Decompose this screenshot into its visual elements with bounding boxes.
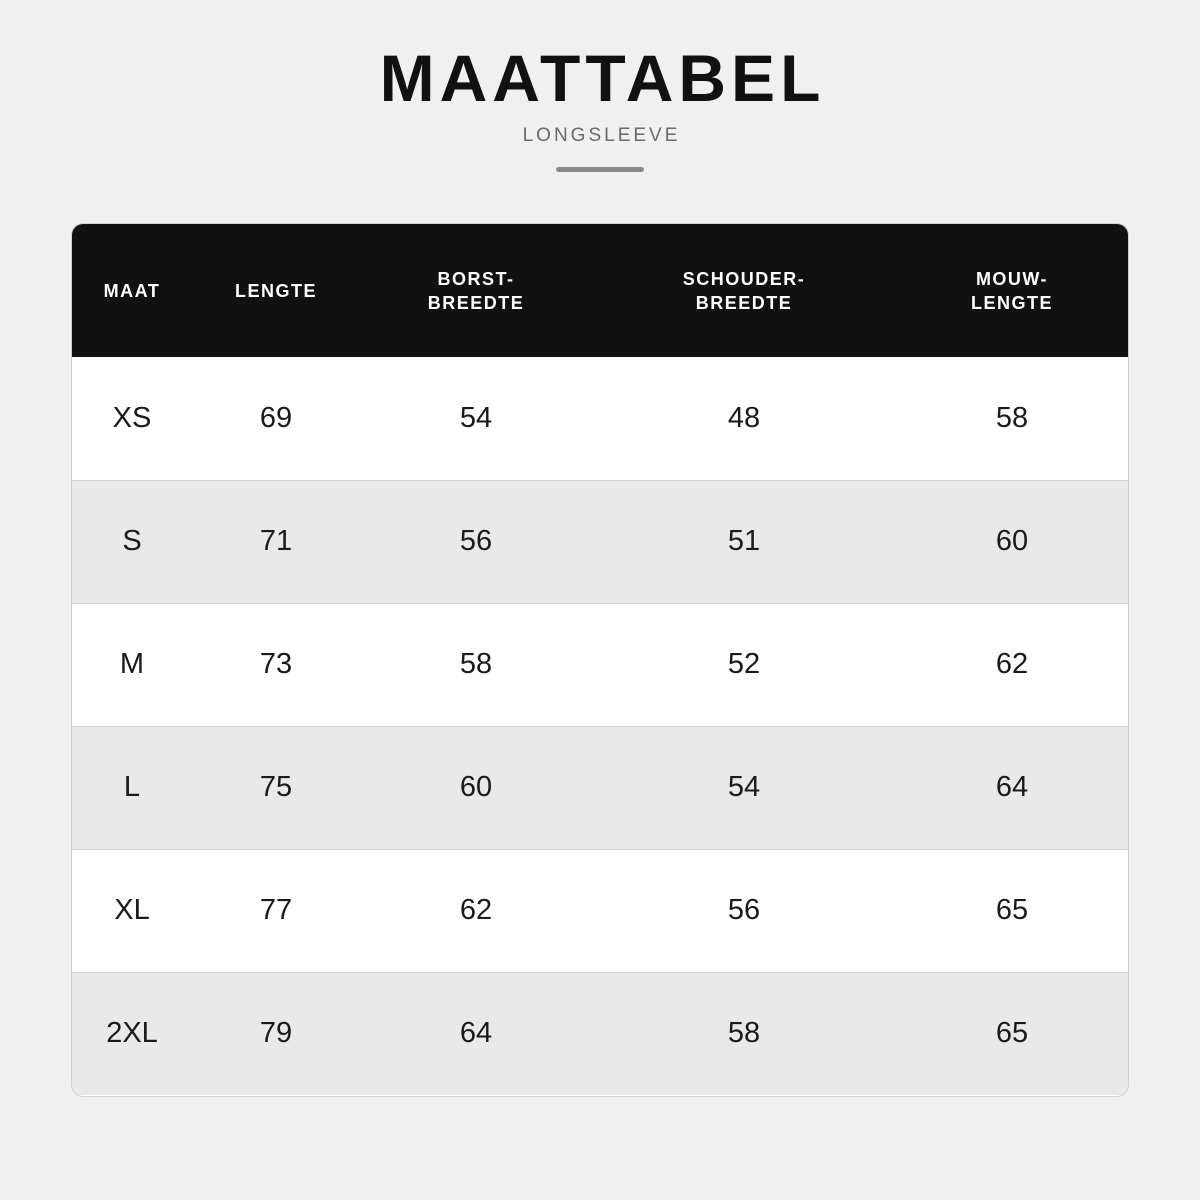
cell-lengte: 69 (259, 401, 293, 434)
cell-borstbreedte: 56 (459, 525, 493, 557)
header-row (72, 224, 1128, 357)
cell-lengte: 77 (259, 894, 293, 926)
table-body (72, 357, 1128, 1095)
cell-borstbreedte: 62 (459, 894, 493, 926)
cell-size: L (123, 771, 141, 803)
page-subtitle: LONGSLEEVE (522, 125, 681, 146)
page-title: MAATTABEL (379, 41, 826, 115)
cell-mouwlengte: 65 (995, 894, 1029, 926)
table-row (72, 849, 1128, 972)
title-divider (556, 167, 644, 172)
table-header (72, 224, 1128, 357)
table-row (72, 972, 1128, 1095)
table-row (72, 480, 1128, 603)
cell-size: M (119, 648, 145, 680)
cell-mouwlengte: 64 (995, 771, 1029, 803)
size-table-card (71, 223, 1129, 1097)
table-row (72, 603, 1128, 726)
column-header-mouwlengte: MOUW- LENGTE (970, 268, 1053, 313)
table-row (72, 357, 1128, 480)
cell-size: XS (112, 401, 152, 434)
cell-schouderbreedte: 58 (727, 1017, 761, 1050)
cell-schouderbreedte: 56 (727, 894, 761, 926)
cell-lengte: 79 (259, 1017, 293, 1050)
cell-borstbreedte: 60 (459, 771, 493, 803)
cell-schouderbreedte: 52 (727, 648, 761, 680)
column-header-borstbreedte: BORST- BREEDTE (427, 268, 525, 313)
cell-lengte: 73 (259, 648, 293, 680)
cell-schouderbreedte: 48 (727, 401, 761, 434)
cell-mouwlengte: 60 (995, 525, 1029, 557)
cell-lengte: 71 (259, 525, 293, 557)
cell-size: XL (114, 894, 150, 926)
cell-mouwlengte: 65 (995, 1017, 1029, 1050)
column-header-lengte: LENGTE (234, 280, 317, 301)
cell-borstbreedte: 64 (459, 1017, 493, 1050)
cell-schouderbreedte: 54 (727, 771, 761, 803)
cell-borstbreedte: 58 (459, 648, 493, 680)
cell-mouwlengte: 62 (995, 648, 1029, 680)
cell-lengte: 75 (259, 771, 293, 803)
cell-schouderbreedte: 51 (727, 525, 761, 557)
table-row (72, 726, 1128, 849)
size-table (72, 224, 1128, 1095)
cell-size: 2XL (106, 1017, 158, 1050)
cell-size: S (122, 525, 142, 557)
cell-mouwlengte: 58 (995, 401, 1029, 434)
cell-borstbreedte: 54 (459, 401, 493, 434)
column-header-schouderbreedte: SCHOUDER- BREEDTE (682, 268, 806, 313)
column-header-maat: MAAT (103, 280, 161, 301)
